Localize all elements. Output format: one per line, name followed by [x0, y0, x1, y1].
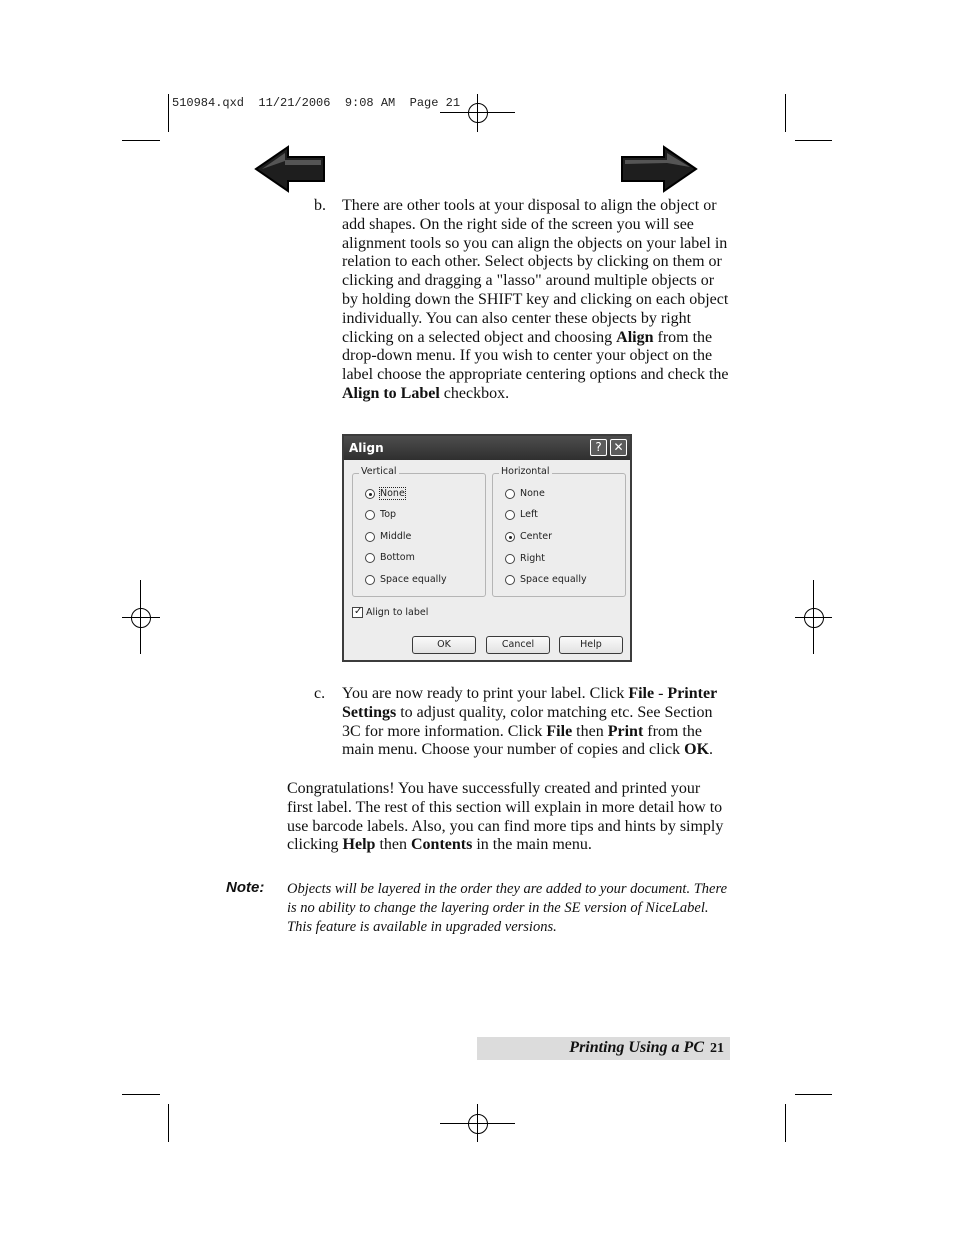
align-dialog: [342, 434, 632, 662]
checkmark-icon: ✓: [354, 606, 363, 617]
page-number: 21: [710, 1041, 724, 1056]
step-c-text: You are now ready to print your label. Click File - Printer Settings to adjust quality, color matching etc. See Section 3C for more information. Click File then Print from the main menu. Choose your number of copies and click OK.: [342, 685, 717, 759]
radio-button[interactable]: [365, 553, 375, 563]
radio-button[interactable]: [365, 575, 375, 585]
radio-button[interactable]: [505, 575, 515, 585]
radio-button[interactable]: [505, 554, 515, 564]
radio-button[interactable]: [505, 489, 515, 499]
radio-button[interactable]: [505, 532, 515, 542]
align-to-label-checkbox[interactable]: [352, 607, 363, 618]
dialog-titlebar: [344, 436, 630, 460]
horizontal-group-label: Horizontal: [501, 466, 550, 477]
align-to-label-label: Align to label: [366, 607, 429, 618]
slug-line: 510984.qxd 11/21/2006 9:08 AM Page 21: [172, 96, 461, 110]
radio-button[interactable]: [365, 489, 375, 499]
note-label: Note:: [226, 879, 265, 896]
step-b-letter: b.: [314, 197, 326, 214]
vertical-group-label: Vertical: [361, 466, 397, 477]
help-icon[interactable]: ?: [590, 439, 607, 456]
footer-title: Printing Using a PC: [569, 1039, 704, 1056]
radio-button[interactable]: [505, 510, 515, 520]
help-button[interactable]: Help: [559, 636, 623, 654]
right-arrow-icon[interactable]: [620, 145, 698, 193]
congrats-paragraph: Congratulations! You have successfully created and printed your first label. The rest of this section will explain in more detail how to use barcode labels. Also, you can find more tips and hints by simply clicking Help then Contents in the main menu.: [287, 780, 724, 854]
dialog-title: Align: [349, 441, 384, 455]
note-text: Objects will be layered in the order they are added to your document. There is no ability to change the layering order in the SE version of NiceLabel. This feature is available in upgraded versions.: [287, 881, 727, 935]
ok-button[interactable]: OK: [412, 636, 476, 654]
step-c-letter: c.: [314, 685, 326, 702]
left-arrow-icon[interactable]: [254, 145, 332, 193]
page-footer: [477, 1037, 730, 1060]
radio-button[interactable]: [365, 510, 375, 520]
close-icon[interactable]: ✕: [610, 439, 627, 456]
cancel-button[interactable]: Cancel: [486, 636, 550, 654]
step-b-text: There are other tools at your disposal to align the object or add shapes. On the right side of the screen you will see alignment tools so you can align the objects on your label in relation to each other. Select objects by clicking on them or clicking and dragging a "lasso" around multiple objects or by holding down the SHIFT key and clicking on each object individually. You can also center these objects by right clicking on a selected object and choosing Align from the drop-down menu. If you wish to center your object on the label choose the appropriate centering options and check the Align to Label checkbox.: [342, 197, 729, 402]
vertical-group: Vertical None Top Middle Bottom Space equally: [352, 473, 486, 597]
horizontal-group: Horizontal None Left Center Right Space equally: [492, 473, 626, 597]
radio-button[interactable]: [365, 532, 375, 542]
